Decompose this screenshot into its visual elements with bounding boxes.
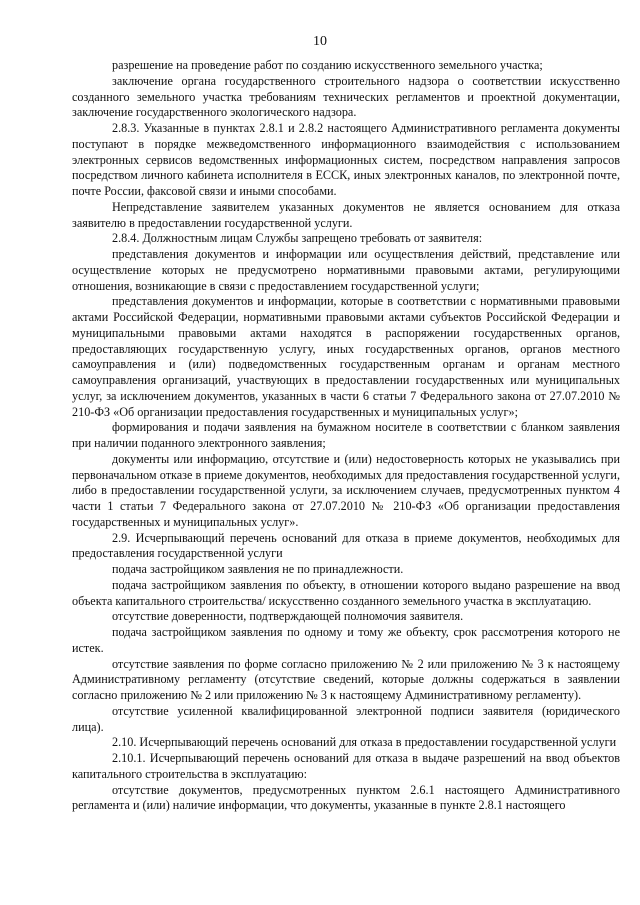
page-number: 10 (313, 34, 327, 49)
paragraph: представления документов и информации или осуществления действий, представление или осуществление которых не предусмотрено нормативными правовыми актами, регулирующими отношения, возникающие в связи с предоставлением государственной услуги; (72, 247, 620, 293)
paragraph: документы или информацию, отсутствие и (или) недостоверность которых не указывались при первоначальном отказе в приеме документов, необходимых для предоставления государственной услуги, либо в предоставлении государственной услуги, за исключением случаев, предусмотренных пунктом 4 части 1 статьи 7 Федерального закона от 27.07.2010 № 210-ФЗ «Об организации предоставления государственных и муниципальных услуг». (72, 451, 620, 529)
paragraph: подача застройщиком заявления по одному и тому же объекту, срок рассмотрения которого не истек. (72, 625, 620, 655)
document-body (72, 58, 620, 814)
paragraph: отсутствие усиленной квалифицированной электронной подписи заявителя (юридического лица). (72, 703, 620, 734)
paragraph: 2.8.3. Указанные в пунктах 2.8.1 и 2.8.2 настоящего Административного регламента документы поступают в порядке межведомственного информационного взаимодействия с использованием электронных сервисов ведомственных информационных систем, посредством направления запросов посредством личного кабинета исполнителя в ЕССК, иных электронных каналов, по электронной почте, почте России, факсовой связи и иными способами. (72, 121, 620, 198)
section-heading: 2.9. Исчерпывающий перечень оснований для отказа в приеме документов, необходимых для предоставления государственной услуги (72, 530, 620, 561)
paragraph: представления документов и информации, которые в соответствии с нормативными правовыми актами Российской Федерации, нормативными правовыми актами субъектов Российской Федерации и муниципальными правовыми актами находятся в распоряжении государственных органов, предоставляющих государственную услугу, иных государственных органов, органов местного самоуправления и (или) подведомственных государственным органам и органам местного самоуправления организаций, участвующих в предоставлении государственных или муниципальных услуг, за исключением документов, указанных в части 6 статьи 7 Федерального закона от 27.07.2010 № 210-ФЗ «Об организации предоставления государственных и муниципальных услуг»; (72, 294, 620, 419)
paragraph: формирования и подачи заявления на бумажном носителе в соответствии с бланком заявления при наличии поданного электронного заявления; (72, 420, 620, 450)
paragraph: разрешение на проведение работ по созданию искусственного земельного участка; (112, 58, 543, 72)
paragraph: 2.10.1. Исчерпывающий перечень оснований для отказа в выдаче разрешений на ввод объектов капитального строительства в эксплуатацию: (72, 751, 620, 781)
paragraph: Непредставление заявителем указанных документов не является основанием для отказа заявителю в предоставлении государственной услуги. (72, 199, 620, 230)
paragraph: подача застройщиком заявления по объекту, в отношении которого выдано разрешение на ввод объекта капитального строительства/ искусственно созданного земельного участка в эксплуатацию. (72, 577, 620, 608)
paragraph: отсутствие заявления по форме согласно приложению № 2 или приложению № 3 к настоящему Административному регламенту (отсутствие сведений, которые должны содержаться в заявлении согласно приложению № 2 или приложению № 3 к настоящему Административному регламенту). (72, 656, 620, 702)
paragraph: заключение органа государственного строительного надзора о соответствии искусственно созданного земельного участка требованиям технических регламентов и проектной документации, заключение государственного экологического надзора. (72, 73, 620, 120)
paragraph: отсутствие документов, предусмотренных пунктом 2.6.1 настоящего Административного регламента и (или) наличие информации, что документы, указанные в пункте 2.8.1 настоящего (72, 782, 620, 813)
section-heading: 2.10. Исчерпывающий перечень оснований для отказа в предоставлении государственной услуги (112, 735, 617, 750)
paragraph: подача застройщиком заявления не по принадлежности. (112, 562, 404, 576)
paragraph: 2.8.4. Должностным лицам Службы запрещено требовать от заявителя: (112, 231, 483, 246)
paragraph: отсутствие доверенности, подтверждающей полномочия заявителя. (112, 609, 464, 624)
